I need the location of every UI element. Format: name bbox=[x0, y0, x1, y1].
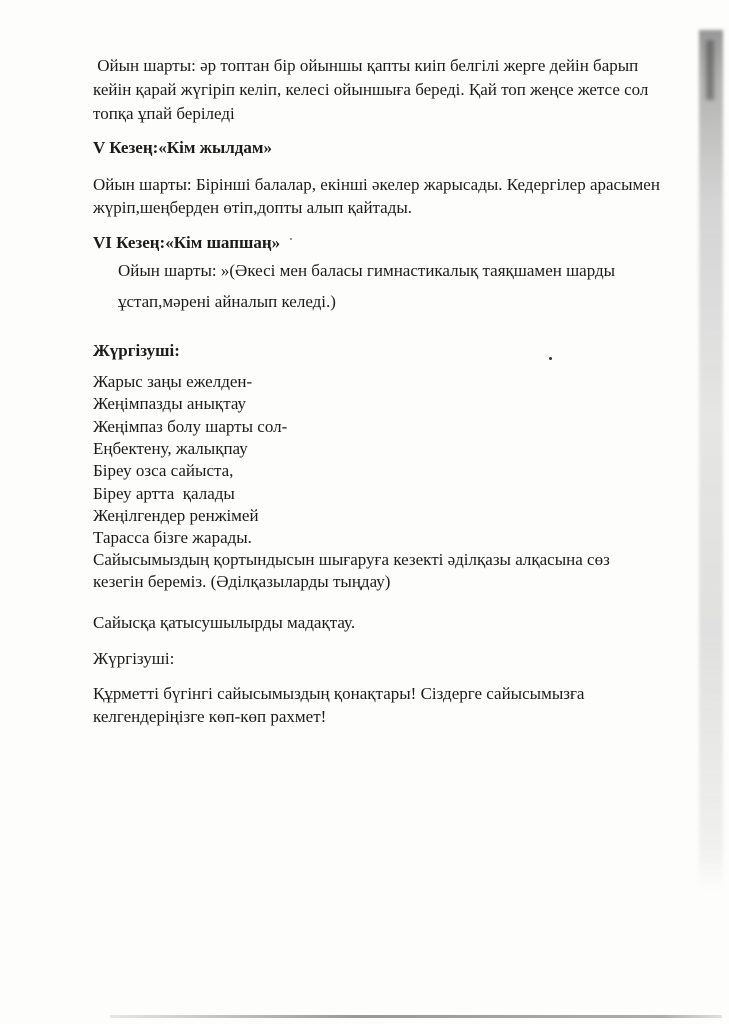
stage-5-heading: V Кезең:«Кім жылдам» bbox=[93, 138, 272, 157]
stage-6-rules-line-2: ұстап,мәрені айналып келеді.) bbox=[118, 292, 336, 311]
stage-6-heading: VI Кезең:«Кім шапшаң» bbox=[93, 233, 281, 252]
poem-line: Жеңімпазды анықтау bbox=[93, 394, 247, 413]
poem-line: Тарасса бізге жарады. bbox=[93, 528, 252, 547]
scan-edge-shadow bbox=[699, 30, 723, 890]
poem-line: Жеңімпаз болу шарты сол- bbox=[93, 417, 288, 436]
closing-line-2: келгендеріңізге көп-көп рахмет! bbox=[93, 707, 327, 726]
paragraph-1-line-2: кейін қарай жүгіріп келіп, келесі ойыншыға береді. Қай топ жеңсе жетсе сол bbox=[93, 80, 649, 99]
results-announcement-line-1: Сайысымыздың қортындысын шығаруға кезекті әділқазы алқасына сөз bbox=[93, 550, 610, 569]
stage-5-rules-line-1: Ойын шарты: Бірінші балалар, екінші әкелер жарысады. Кедергілер арасымен bbox=[93, 175, 660, 194]
stage-5-rules-line-2: жүріп,шеңберден өтіп,допты алып қайтады. bbox=[93, 198, 413, 217]
poem-line: Біреу артта қалады bbox=[93, 484, 235, 503]
stage-6-rules-line-1: Ойын шарты: »(Әкесі мен баласы гимнастикалық таяқшамен шарды bbox=[118, 261, 616, 280]
host-heading: Жүргізуші: bbox=[93, 341, 180, 360]
poem-line: Жеңілгендер ренжімей bbox=[93, 506, 259, 525]
closing-line-1: Құрметті бүгінгі сайысымыздың қонақтары! Сіздерге сайысымызға bbox=[93, 684, 585, 703]
poem-line: Жарыс заңы ежелден- bbox=[93, 372, 253, 391]
scan-edge-dark-spot bbox=[706, 40, 714, 100]
host-label: Жүргізуші: bbox=[93, 649, 175, 668]
scan-bottom-edge-line bbox=[110, 1015, 722, 1018]
poem-line: Еңбектену, жалықпау bbox=[93, 439, 248, 458]
dust-speck bbox=[549, 357, 552, 360]
paragraph-1-line-3: топқа ұпай беріледі bbox=[93, 104, 235, 123]
poem-line: Біреу озса сайыста, bbox=[93, 461, 234, 480]
results-announcement-line-2: кезегін береміз. (Әділқазыларды тыңдау) bbox=[93, 572, 391, 591]
paragraph-1-line-1: Ойын шарты: әр топтан бір ойыншы қапты киіп белгілі жерге дейін барып bbox=[93, 56, 639, 75]
award-line: Сайысқа қатысушылырды мадақтау. bbox=[93, 613, 356, 632]
dust-speck bbox=[290, 238, 292, 240]
